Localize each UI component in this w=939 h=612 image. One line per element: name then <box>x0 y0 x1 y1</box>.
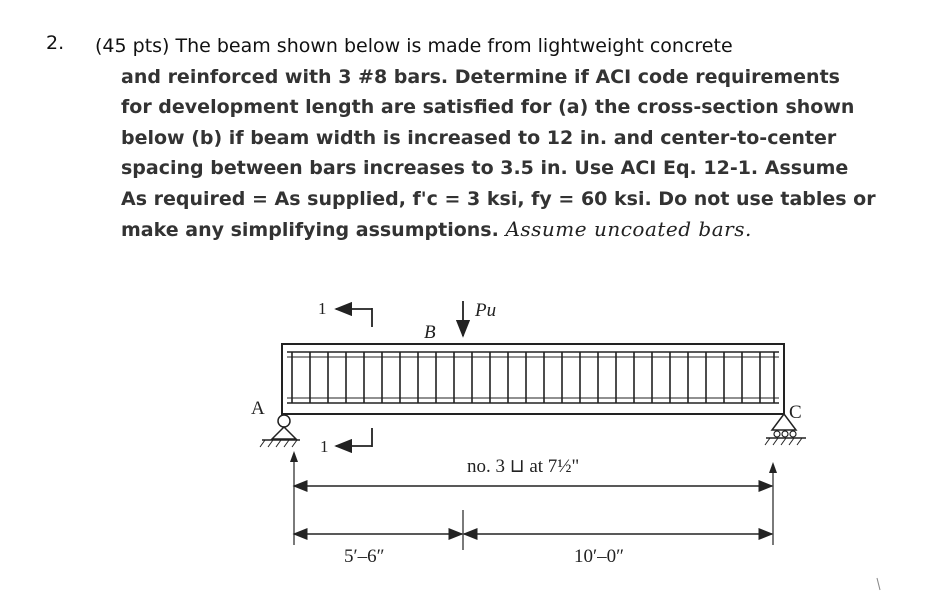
left-up-arrow <box>290 451 298 462</box>
dim-right-label: 10′–0″ <box>574 546 625 567</box>
pin-support-a <box>260 415 300 447</box>
problem-line-7-text: make any simplifying assumptions. <box>121 219 499 241</box>
load-label: Pu <box>475 300 497 321</box>
section-cut-bottom <box>336 428 372 447</box>
point-a-label: A <box>251 398 265 419</box>
handwritten-note: Assume uncoated bars. <box>505 217 752 241</box>
section-cut-top <box>336 308 372 327</box>
problem-line-6: As required = As supplied, f'c = 3 ksi, fy = 60 ksi. Do not use tables or <box>121 187 876 210</box>
problem-line-1: (45 pts) The beam shown below is made from lightweight concrete <box>95 35 733 57</box>
problem-line-3: for development length are satisfied for (a) the cross-section shown <box>121 96 855 118</box>
stirrups <box>292 352 774 403</box>
problem-line-2: and reinforced with 3 #8 bars. Determine if ACI code requirements <box>121 65 840 88</box>
problem-number: 2. <box>46 32 65 54</box>
point-b-label: B <box>424 322 436 343</box>
dim-left-label: 5′–6″ <box>344 546 385 567</box>
problem-line-5: spacing between bars increases to 3.5 in. Use ACI Eq. 12-1. Assume <box>121 157 849 179</box>
problem-line-4: below (b) if beam width is increased to 12 in. and center-to-center <box>121 126 837 149</box>
point-c-label: C <box>789 402 802 423</box>
section-cut-top-label: 1 <box>318 299 327 318</box>
right-up-arrow <box>769 462 777 473</box>
section-cut-bottom-label: 1 <box>320 437 329 456</box>
stray-mark <box>877 578 880 590</box>
stirrup-note: no. 3 ⊔ at 7½" <box>467 456 580 477</box>
